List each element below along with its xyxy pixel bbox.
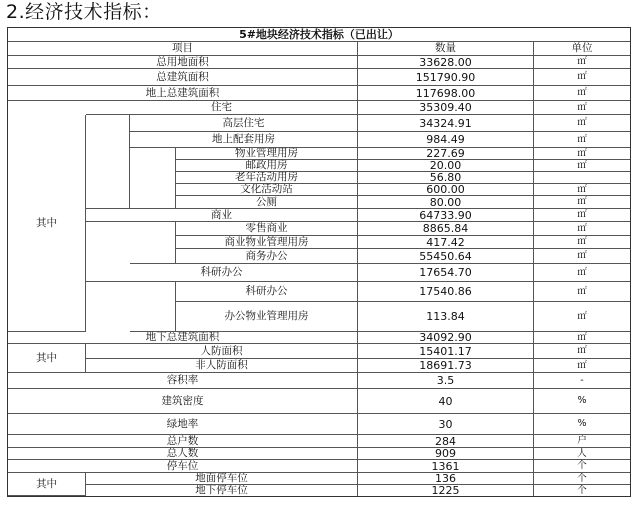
- side-label-parking: 其中: [8, 473, 86, 496]
- row-value: 600.00: [358, 184, 534, 196]
- row-label: 地下停车位: [86, 485, 358, 496]
- row-unit: ㎡: [534, 264, 630, 282]
- row-value: 227.69: [358, 148, 534, 160]
- row-label: 公厕: [176, 196, 358, 209]
- row-value: 3.5: [358, 373, 534, 389]
- row-unit: ㎡: [534, 160, 630, 172]
- row-label: 建筑密度: [8, 389, 358, 414]
- row-unit: ㎡: [534, 132, 630, 148]
- row-unit: ㎡: [534, 184, 630, 196]
- group-residential: [86, 115, 130, 209]
- group-commercial: [130, 222, 176, 264]
- row-value: 30: [358, 414, 534, 435]
- row-label: 地上总建筑面积: [8, 86, 358, 101]
- row-value: 1361: [358, 460, 534, 473]
- row-label: 非人防面积: [86, 359, 358, 373]
- row-label: 地下总建筑面积: [8, 332, 358, 344]
- row-value: 284: [358, 435, 534, 448]
- header-item: 项目: [8, 42, 358, 56]
- economic-indicators-table: [7, 27, 631, 497]
- row-value: 18691.73: [358, 359, 534, 373]
- row-value: 80.00: [358, 196, 534, 209]
- header-quantity: 数量: [358, 42, 534, 56]
- row-unit: ㎡: [534, 302, 630, 332]
- row-unit: [534, 172, 630, 184]
- row-label: 邮政用房: [176, 160, 358, 172]
- row-value: 35309.40: [358, 101, 534, 115]
- row-label: 文化活动站: [176, 184, 358, 196]
- row-label: 地面停车位: [86, 473, 358, 485]
- row-label: 容积率: [8, 373, 358, 389]
- row-unit: ㎡: [534, 86, 630, 101]
- row-unit: ㎡: [534, 344, 630, 359]
- row-label: 零售商业: [176, 222, 358, 236]
- row-unit: 个: [534, 460, 630, 473]
- row-label: 办公物业管理用房: [176, 302, 358, 332]
- group-supporting: [130, 148, 176, 209]
- row-value: 17654.70: [358, 264, 534, 282]
- row-unit: ㎡: [534, 222, 630, 236]
- row-label: 科研办公: [86, 264, 358, 282]
- row-unit: 个: [534, 473, 630, 485]
- row-unit: ㎡: [534, 249, 630, 264]
- row-label: 商业物业管理用房: [176, 236, 358, 249]
- row-label: 总建筑面积: [8, 69, 358, 86]
- row-unit: %: [534, 389, 630, 414]
- row-label: 商业: [86, 209, 358, 222]
- side-label-underground: 其中: [8, 344, 86, 373]
- row-unit: ㎡: [534, 148, 630, 160]
- row-value: 20.00: [358, 160, 534, 172]
- row-label: 高层住宅: [130, 115, 358, 132]
- row-value: 136: [358, 473, 534, 485]
- row-unit: ㎡: [534, 115, 630, 132]
- row-label: 总用地面积: [8, 56, 358, 69]
- row-label: 物业管理用房: [176, 148, 358, 160]
- row-unit: ㎡: [534, 196, 630, 209]
- row-value: 40: [358, 389, 534, 414]
- row-value: 34324.91: [358, 115, 534, 132]
- row-unit: -: [534, 373, 630, 389]
- row-unit: ㎡: [534, 101, 630, 115]
- group-research: [130, 282, 176, 332]
- row-value: 113.84: [358, 302, 534, 332]
- row-value: 17540.86: [358, 282, 534, 302]
- row-value: 417.42: [358, 236, 534, 249]
- table-title: 5#地块经济技术指标（已出让）: [8, 28, 630, 42]
- row-label: 住宅: [86, 101, 358, 115]
- row-unit: ㎡: [534, 209, 630, 222]
- row-label: 科研办公: [176, 282, 358, 302]
- row-label: 绿地率: [8, 414, 358, 435]
- row-value: 1225: [358, 485, 534, 496]
- row-value: 8865.84: [358, 222, 534, 236]
- row-unit: ㎡: [534, 69, 630, 86]
- row-value: 56.80: [358, 172, 534, 184]
- row-unit: %: [534, 414, 630, 435]
- row-value: 909: [358, 448, 534, 460]
- row-label: 老年活动用房: [176, 172, 358, 184]
- row-unit: ㎡: [534, 359, 630, 373]
- row-unit: 人: [534, 448, 630, 460]
- row-label: 商务办公: [176, 249, 358, 264]
- row-unit: ㎡: [534, 332, 630, 344]
- row-label: 停车位: [8, 460, 358, 473]
- row-label: 总户数: [8, 435, 358, 448]
- row-unit: ㎡: [534, 282, 630, 302]
- side-label-above-ground: 其中: [8, 115, 86, 332]
- section-heading: 2.经济技术指标：: [6, 1, 162, 23]
- row-value: 984.49: [358, 132, 534, 148]
- row-value: 15401.17: [358, 344, 534, 359]
- row-unit: 户: [534, 435, 630, 448]
- row-value: 33628.00: [358, 56, 534, 69]
- row-label: 地上配套用房: [130, 132, 358, 148]
- row-value: 151790.90: [358, 69, 534, 86]
- row-value: 64733.90: [358, 209, 534, 222]
- row-label: 总人数: [8, 448, 358, 460]
- row-value: 55450.64: [358, 249, 534, 264]
- row-value: 117698.00: [358, 86, 534, 101]
- row-unit: 个: [577, 485, 587, 496]
- row-unit: ㎡: [534, 56, 630, 69]
- row-value: 34092.90: [358, 332, 534, 344]
- row-unit: ㎡: [534, 236, 630, 249]
- row-label: 人防面积: [86, 344, 358, 359]
- header-unit: 单位: [534, 42, 630, 56]
